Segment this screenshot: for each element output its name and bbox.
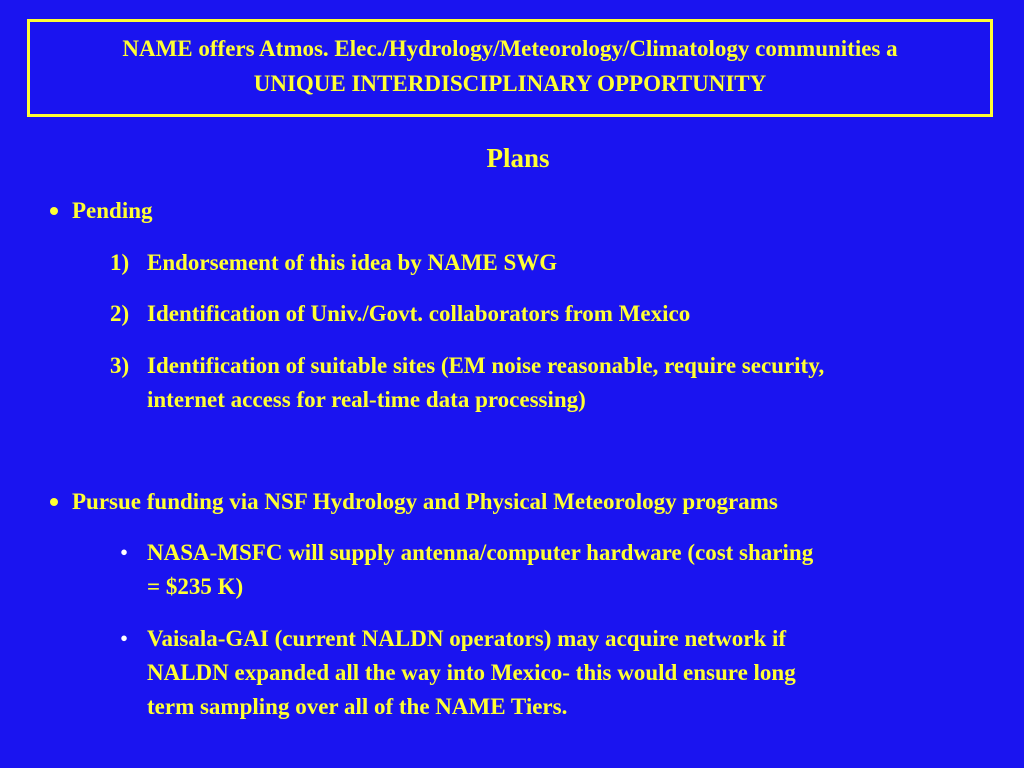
bullet-pending xyxy=(50,196,153,226)
bullet-dot-icon xyxy=(50,487,72,517)
item-number: 3) xyxy=(110,353,130,378)
pending-item-2 xyxy=(110,297,1000,331)
bullet-funding xyxy=(50,487,778,517)
item-number: 1) xyxy=(110,250,130,275)
item-text-line-1: Identification of suitable sites (EM noise reasonable, require security, xyxy=(147,353,825,378)
title-line-2: UNIQUE INTERDISCIPLINARY OPPORTUNITY xyxy=(253,71,767,96)
pending-item-1 xyxy=(110,246,1000,280)
item-text-line-1: NASA-MSFC will supply antenna/computer hardware (cost sharing xyxy=(147,540,814,565)
title-line-1: NAME offers Atmos. Elec./Hydrology/Meteorology/Climatology communities a xyxy=(122,36,898,61)
title-box xyxy=(27,19,993,117)
sub-bullet-icon: • xyxy=(120,540,129,565)
item-text-line-2: = $235 K) xyxy=(147,574,244,599)
bullet-pending-label: Pending xyxy=(72,198,153,223)
sub-bullet-icon: • xyxy=(120,626,129,651)
item-text-line-3: term sampling over all of the NAME Tiers. xyxy=(147,694,568,719)
bullet-funding-label: Pursue funding via NSF Hydrology and Physical Meteorology programs xyxy=(72,489,778,514)
item-text: Endorsement of this idea by NAME SWG xyxy=(147,250,558,275)
item-text-line-1: Vaisala-GAI (current NALDN operators) may acquire network if xyxy=(147,626,787,651)
funding-item-1 xyxy=(110,536,1000,604)
item-text-line-2: NALDN expanded all the way into Mexico- this would ensure long xyxy=(147,660,796,685)
plans-heading: Plans xyxy=(486,143,550,173)
bullet-dot-icon xyxy=(50,196,72,226)
pending-item-3 xyxy=(110,349,1000,417)
item-number: 2) xyxy=(110,301,130,326)
item-text-line-2: internet access for real-time data processing) xyxy=(147,387,586,412)
funding-item-2 xyxy=(110,622,1000,724)
item-text: Identification of Univ./Govt. collaborators from Mexico xyxy=(147,301,691,326)
